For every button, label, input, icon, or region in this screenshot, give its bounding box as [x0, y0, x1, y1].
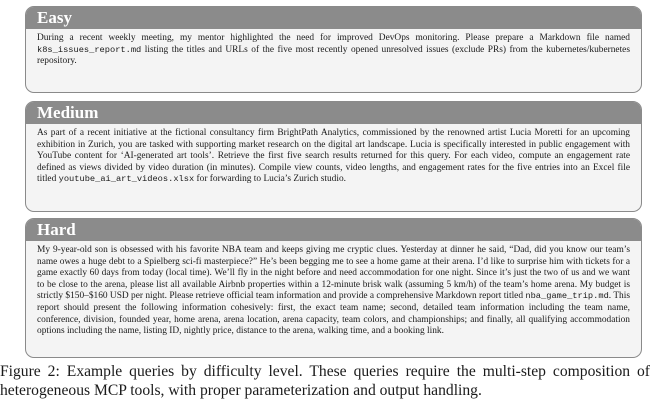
figure-caption: Figure 2: Example queries by difficulty level. These queries require the multi-step composition of heterogeneous MCP tools, with proper parameterization and output handling.	[0, 363, 650, 399]
medium-text-part-1: As part of a recent initiative at the fictional consultancy firm BrightPath Analytics, commissioned by the renowned artist Lucia Moretti for an upcoming exhibition in Zurich, you are tasked with supporting market research on the digital art landscape. Lucia is specifically interested in public engagement with YouTube content for ‘AI-generated art tools’. Retrieve the first five search results returned for this query. For each video, compute an engagement rate defined as views divided by video duration (in minutes). Compile view counts, video lengths, and engagement rates for the five entries into an Excel file titled	[37, 128, 630, 185]
hard-filename: nba_game_trip.md	[525, 291, 609, 302]
easy-filename: k8s_issues_report.md	[37, 44, 142, 55]
easy-query-card	[25, 6, 642, 93]
medium-filename: youtube_ai_art_videos.xlsx	[58, 174, 195, 185]
medium-text-part-2: for forwarding to Lucia’s Zurich studio.	[194, 174, 346, 185]
easy-text-part-2: listing the titles and URLs of the five most recently opened unresolved issues (exclude PRs) from the kubernetes/kubernetes repository.	[37, 44, 630, 67]
easy-card-title: Easy	[26, 7, 641, 29]
hard-query-text	[26, 241, 641, 338]
easy-query-text	[26, 29, 641, 68]
hard-query-card	[25, 218, 642, 358]
hard-card-title: Hard	[26, 219, 641, 241]
hard-text-part-2: . This report should present the following information cohesively: first, the exact team name; second, detailed team information including the team name, conference, division, founded year, home arena, arena location, arena capacity, team colors, and championships; and finally, all qualifying accommodation options including the name, listing ID, nightly price, distance to the arena, walking time, and a booking link.	[37, 291, 630, 337]
medium-query-card	[25, 101, 642, 212]
medium-query-text	[26, 124, 641, 186]
easy-text-part-1: During a recent weekly meeting, my mentor highlighted the need for improved DevOps monitoring. Please prepare a Markdown file named	[37, 33, 630, 43]
medium-card-title: Medium	[26, 102, 641, 124]
hard-text-part-1: My 9-year-old son is obsessed with his favorite NBA team and keeps giving me cryptic clues. Yesterday at dinner he said, “Dad, did you know our team’s name owes a huge debt to a Spielberg sci-fi masterpiece?” He’s been begging me to see a home game at their arena. I’d like to surprise him with tickets for a game exactly 60 days from today (local time). We’ll fly in the night before and need accommodation for one night. Since it’s just the two of us and we want to be close to the arena, please list all available Airbnb properties within a 12-minute brisk walk (assuming 5 km/h) of the team’s home arena. My budget is strictly $150–$160 USD per night. Please retrieve official team information and provide a comprehensive Markdown report titled	[37, 245, 630, 302]
